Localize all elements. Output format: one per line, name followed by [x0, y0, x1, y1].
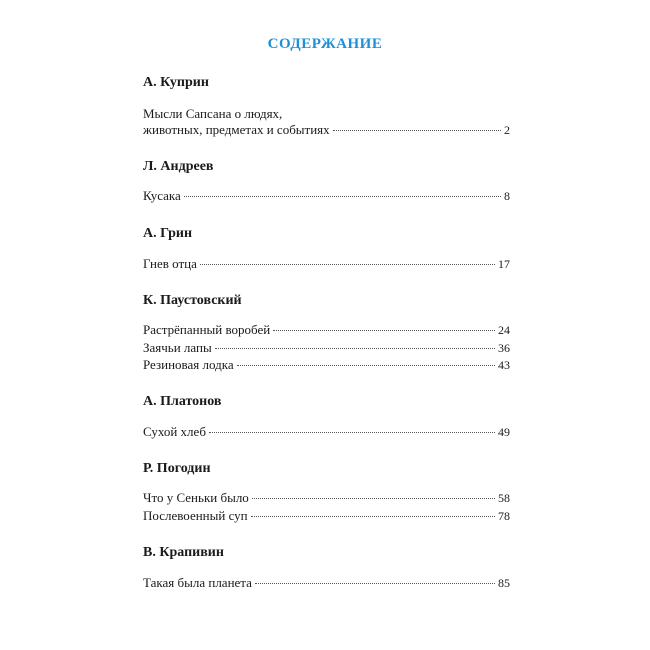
toc-entry [143, 357, 510, 373]
toc-entry-title: Заячьи лапы [143, 340, 212, 355]
toc-author: Р. Погодин [143, 461, 211, 476]
toc-entry [143, 188, 510, 204]
toc-author: В. Крапивин [143, 545, 224, 560]
toc-page-number: 17 [498, 257, 510, 271]
dot-leader [273, 330, 495, 331]
toc-page-number: 43 [498, 358, 510, 372]
toc-page-number: 58 [498, 491, 510, 505]
toc-author: А. Куприн [143, 75, 209, 90]
toc-page-number: 2 [504, 123, 510, 137]
toc-page-number: 85 [498, 576, 510, 590]
toc-page-number: 49 [498, 425, 510, 439]
dot-leader [237, 365, 495, 366]
dot-leader [333, 130, 501, 131]
dot-leader [209, 432, 495, 433]
toc-entry-title: Кусака [143, 188, 181, 203]
toc-author: А. Платонов [143, 394, 222, 409]
toc-entry [143, 256, 510, 272]
toc-page-number: 8 [504, 189, 510, 203]
dot-leader [252, 498, 495, 499]
toc-entry [143, 322, 510, 338]
toc-entry-title: Что у Сеньки было [143, 490, 249, 505]
toc-entry-title: животных, предметах и событиях [143, 122, 330, 137]
toc-entry [143, 490, 510, 506]
toc-entry [143, 575, 510, 591]
toc-entry [143, 106, 510, 138]
toc-entry-title: Гнев отца [143, 256, 197, 271]
toc-entry-title: Послевоенный суп [143, 508, 248, 523]
toc-entry-title: Резиновая лодка [143, 357, 234, 372]
toc-author: Л. Андреев [143, 159, 214, 174]
dot-leader [255, 583, 495, 584]
toc-author: А. Грин [143, 226, 193, 241]
dot-leader [251, 516, 495, 517]
toc-entry [143, 508, 510, 524]
toc-entry-title: Растрёпанный воробей [143, 322, 271, 337]
toc-entry-title: Мысли Сапсана о людях, [143, 106, 283, 121]
page-title: СОДЕРЖАНИЕ [267, 36, 383, 52]
toc-entry [143, 340, 510, 356]
toc-entry-title: Такая была планета [143, 575, 252, 590]
dot-leader [184, 196, 501, 197]
toc-page-number: 78 [498, 509, 510, 523]
toc-author: К. Паустовский [143, 293, 242, 308]
toc-page-number: 36 [498, 341, 510, 355]
toc-entry-title: Сухой хлеб [143, 424, 206, 439]
toc-entry [143, 424, 510, 440]
dot-leader [215, 348, 495, 349]
toc-page-number: 24 [498, 323, 510, 337]
dot-leader [200, 264, 495, 265]
